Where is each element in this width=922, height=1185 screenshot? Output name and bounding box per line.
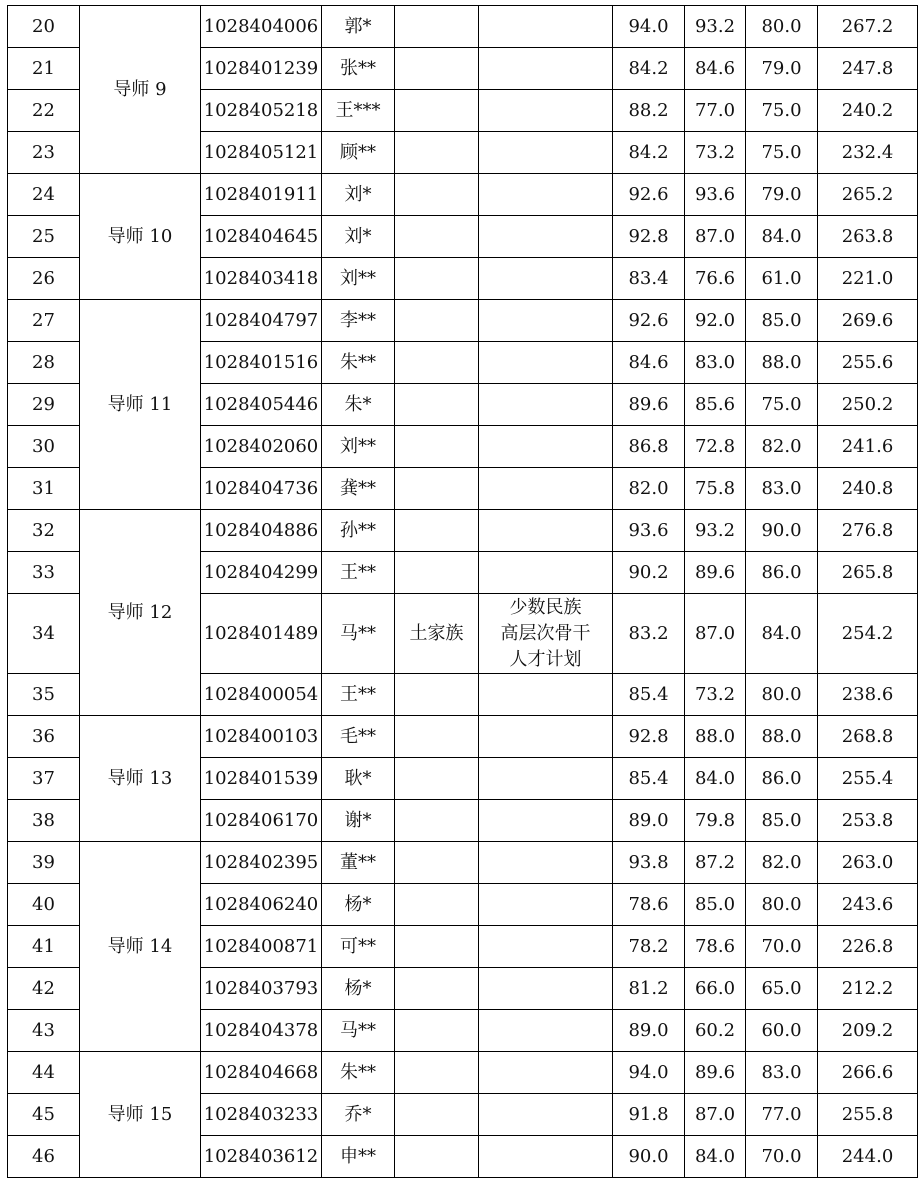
roster-body bbox=[8, 6, 918, 1178]
score-3: 85.0 bbox=[746, 300, 818, 342]
score-1: 92.6 bbox=[613, 174, 685, 216]
ethnicity bbox=[395, 1052, 479, 1094]
candidate-id: 1028404378 bbox=[201, 1010, 322, 1052]
row-number: 29 bbox=[8, 384, 80, 426]
total-score: 238.6 bbox=[818, 674, 918, 716]
total-score: 268.8 bbox=[818, 716, 918, 758]
score-2: 73.2 bbox=[685, 674, 746, 716]
special-program bbox=[479, 90, 613, 132]
row-number: 42 bbox=[8, 968, 80, 1010]
score-2: 87.2 bbox=[685, 842, 746, 884]
score-2: 73.2 bbox=[685, 132, 746, 174]
special-program bbox=[479, 258, 613, 300]
score-1: 84.6 bbox=[613, 342, 685, 384]
score-1: 83.2 bbox=[613, 594, 685, 674]
candidate-name: 孙** bbox=[322, 510, 395, 552]
score-3: 70.0 bbox=[746, 926, 818, 968]
score-2: 85.6 bbox=[685, 384, 746, 426]
score-1: 78.2 bbox=[613, 926, 685, 968]
score-2: 83.0 bbox=[685, 342, 746, 384]
ethnicity bbox=[395, 132, 479, 174]
row-number: 38 bbox=[8, 800, 80, 842]
special-program bbox=[479, 716, 613, 758]
candidate-name: 顾** bbox=[322, 132, 395, 174]
ethnicity bbox=[395, 384, 479, 426]
ethnicity bbox=[395, 1094, 479, 1136]
score-2: 84.0 bbox=[685, 758, 746, 800]
candidate-id: 1028405446 bbox=[201, 384, 322, 426]
total-score: 226.8 bbox=[818, 926, 918, 968]
special-program bbox=[479, 758, 613, 800]
candidate-id: 1028404886 bbox=[201, 510, 322, 552]
ethnicity bbox=[395, 674, 479, 716]
candidate-name: 申** bbox=[322, 1136, 395, 1178]
ethnicity bbox=[395, 510, 479, 552]
row-number: 30 bbox=[8, 426, 80, 468]
row-number: 39 bbox=[8, 842, 80, 884]
table-row bbox=[8, 510, 918, 552]
score-2: 93.2 bbox=[685, 6, 746, 48]
candidate-id: 1028402395 bbox=[201, 842, 322, 884]
row-number: 31 bbox=[8, 468, 80, 510]
score-1: 84.2 bbox=[613, 48, 685, 90]
table-row bbox=[8, 842, 918, 884]
score-1: 89.0 bbox=[613, 800, 685, 842]
score-1: 82.0 bbox=[613, 468, 685, 510]
ethnicity bbox=[395, 926, 479, 968]
total-score: 209.2 bbox=[818, 1010, 918, 1052]
score-1: 89.6 bbox=[613, 384, 685, 426]
score-3: 82.0 bbox=[746, 842, 818, 884]
row-number: 26 bbox=[8, 258, 80, 300]
total-score: 263.8 bbox=[818, 216, 918, 258]
candidate-name: 马** bbox=[322, 1010, 395, 1052]
ethnicity bbox=[395, 716, 479, 758]
score-3: 79.0 bbox=[746, 174, 818, 216]
ethnicity bbox=[395, 426, 479, 468]
admission-roster-table bbox=[7, 5, 918, 1178]
row-number: 32 bbox=[8, 510, 80, 552]
score-1: 84.2 bbox=[613, 132, 685, 174]
total-score: 232.4 bbox=[818, 132, 918, 174]
special-program bbox=[479, 132, 613, 174]
candidate-id: 1028401489 bbox=[201, 594, 322, 674]
candidate-name: 郭* bbox=[322, 6, 395, 48]
candidate-name: 谢* bbox=[322, 800, 395, 842]
score-3: 86.0 bbox=[746, 758, 818, 800]
score-1: 92.8 bbox=[613, 216, 685, 258]
special-program bbox=[479, 1010, 613, 1052]
total-score: 244.0 bbox=[818, 1136, 918, 1178]
row-number: 20 bbox=[8, 6, 80, 48]
advisor-name: 导师 13 bbox=[80, 716, 201, 842]
total-score: 254.2 bbox=[818, 594, 918, 674]
candidate-name: 朱** bbox=[322, 1052, 395, 1094]
special-program bbox=[479, 800, 613, 842]
candidate-name: 可** bbox=[322, 926, 395, 968]
score-1: 85.4 bbox=[613, 758, 685, 800]
score-3: 77.0 bbox=[746, 1094, 818, 1136]
special-program bbox=[479, 300, 613, 342]
score-1: 83.4 bbox=[613, 258, 685, 300]
ethnicity bbox=[395, 174, 479, 216]
row-number: 21 bbox=[8, 48, 80, 90]
candidate-id: 1028406240 bbox=[201, 884, 322, 926]
ethnicity bbox=[395, 216, 479, 258]
total-score: 267.2 bbox=[818, 6, 918, 48]
row-number: 22 bbox=[8, 90, 80, 132]
score-3: 83.0 bbox=[746, 1052, 818, 1094]
total-score: 250.2 bbox=[818, 384, 918, 426]
row-number: 45 bbox=[8, 1094, 80, 1136]
candidate-id: 1028401516 bbox=[201, 342, 322, 384]
special-program bbox=[479, 48, 613, 90]
special-program-line: 高层次骨干 bbox=[500, 622, 591, 644]
special-program bbox=[479, 842, 613, 884]
total-score: 240.8 bbox=[818, 468, 918, 510]
score-2: 92.0 bbox=[685, 300, 746, 342]
special-program bbox=[479, 216, 613, 258]
score-1: 94.0 bbox=[613, 6, 685, 48]
candidate-id: 1028400871 bbox=[201, 926, 322, 968]
special-program bbox=[479, 342, 613, 384]
candidate-name: 王** bbox=[322, 674, 395, 716]
candidate-name: 乔* bbox=[322, 1094, 395, 1136]
candidate-name: 刘** bbox=[322, 258, 395, 300]
ethnicity bbox=[395, 552, 479, 594]
total-score: 269.6 bbox=[818, 300, 918, 342]
ethnicity bbox=[395, 342, 479, 384]
score-3: 83.0 bbox=[746, 468, 818, 510]
special-program bbox=[479, 594, 613, 674]
candidate-id: 1028403612 bbox=[201, 1136, 322, 1178]
candidate-id: 1028403233 bbox=[201, 1094, 322, 1136]
row-number: 36 bbox=[8, 716, 80, 758]
score-3: 84.0 bbox=[746, 594, 818, 674]
table-row bbox=[8, 174, 918, 216]
candidate-name: 刘* bbox=[322, 216, 395, 258]
score-2: 66.0 bbox=[685, 968, 746, 1010]
candidate-id: 1028400054 bbox=[201, 674, 322, 716]
candidate-id: 1028405121 bbox=[201, 132, 322, 174]
score-1: 92.6 bbox=[613, 300, 685, 342]
candidate-name: 杨* bbox=[322, 968, 395, 1010]
score-3: 79.0 bbox=[746, 48, 818, 90]
candidate-id: 1028404668 bbox=[201, 1052, 322, 1094]
special-program bbox=[479, 1136, 613, 1178]
candidate-id: 1028406170 bbox=[201, 800, 322, 842]
row-number: 34 bbox=[8, 594, 80, 674]
total-score: 247.8 bbox=[818, 48, 918, 90]
ethnicity: 土家族 bbox=[395, 594, 479, 674]
score-3: 60.0 bbox=[746, 1010, 818, 1052]
total-score: 253.8 bbox=[818, 800, 918, 842]
special-program bbox=[479, 884, 613, 926]
row-number: 33 bbox=[8, 552, 80, 594]
score-1: 90.0 bbox=[613, 1136, 685, 1178]
special-program bbox=[479, 926, 613, 968]
row-number: 37 bbox=[8, 758, 80, 800]
ethnicity bbox=[395, 800, 479, 842]
ethnicity bbox=[395, 48, 479, 90]
candidate-name: 张** bbox=[322, 48, 395, 90]
ethnicity bbox=[395, 258, 479, 300]
row-number: 24 bbox=[8, 174, 80, 216]
table-row bbox=[8, 1052, 918, 1094]
total-score: 266.6 bbox=[818, 1052, 918, 1094]
score-2: 85.0 bbox=[685, 884, 746, 926]
table-row bbox=[8, 6, 918, 48]
score-1: 92.8 bbox=[613, 716, 685, 758]
advisor-name: 导师 11 bbox=[80, 300, 201, 510]
score-3: 80.0 bbox=[746, 884, 818, 926]
score-2: 84.6 bbox=[685, 48, 746, 90]
ethnicity bbox=[395, 842, 479, 884]
table-row bbox=[8, 300, 918, 342]
candidate-id: 1028401911 bbox=[201, 174, 322, 216]
score-1: 78.6 bbox=[613, 884, 685, 926]
score-1: 91.8 bbox=[613, 1094, 685, 1136]
score-2: 87.0 bbox=[685, 1094, 746, 1136]
score-3: 88.0 bbox=[746, 342, 818, 384]
ethnicity bbox=[395, 758, 479, 800]
advisor-name: 导师 10 bbox=[80, 174, 201, 300]
score-1: 89.0 bbox=[613, 1010, 685, 1052]
score-1: 81.2 bbox=[613, 968, 685, 1010]
total-score: 243.6 bbox=[818, 884, 918, 926]
score-3: 84.0 bbox=[746, 216, 818, 258]
score-3: 61.0 bbox=[746, 258, 818, 300]
score-1: 85.4 bbox=[613, 674, 685, 716]
candidate-id: 1028405218 bbox=[201, 90, 322, 132]
total-score: 255.4 bbox=[818, 758, 918, 800]
candidate-name: 马** bbox=[322, 594, 395, 674]
candidate-id: 1028401539 bbox=[201, 758, 322, 800]
special-program-line: 少数民族 bbox=[509, 596, 582, 618]
ethnicity bbox=[395, 1010, 479, 1052]
row-number: 28 bbox=[8, 342, 80, 384]
special-program bbox=[479, 174, 613, 216]
total-score: 276.8 bbox=[818, 510, 918, 552]
total-score: 221.0 bbox=[818, 258, 918, 300]
score-2: 87.0 bbox=[685, 216, 746, 258]
score-2: 79.8 bbox=[685, 800, 746, 842]
candidate-name: 杨* bbox=[322, 884, 395, 926]
score-3: 86.0 bbox=[746, 552, 818, 594]
row-number: 25 bbox=[8, 216, 80, 258]
row-number: 43 bbox=[8, 1010, 80, 1052]
score-3: 80.0 bbox=[746, 6, 818, 48]
row-number: 44 bbox=[8, 1052, 80, 1094]
candidate-name: 龚** bbox=[322, 468, 395, 510]
special-program bbox=[479, 510, 613, 552]
candidate-name: 朱** bbox=[322, 342, 395, 384]
score-2: 89.6 bbox=[685, 552, 746, 594]
score-2: 78.6 bbox=[685, 926, 746, 968]
total-score: 241.6 bbox=[818, 426, 918, 468]
score-2: 77.0 bbox=[685, 90, 746, 132]
score-3: 75.0 bbox=[746, 90, 818, 132]
special-program bbox=[479, 426, 613, 468]
score-3: 75.0 bbox=[746, 132, 818, 174]
candidate-id: 1028404645 bbox=[201, 216, 322, 258]
row-number: 40 bbox=[8, 884, 80, 926]
ethnicity bbox=[395, 968, 479, 1010]
candidate-id: 1028400103 bbox=[201, 716, 322, 758]
special-program bbox=[479, 968, 613, 1010]
special-program bbox=[479, 384, 613, 426]
advisor-name: 导师 14 bbox=[80, 842, 201, 1052]
ethnicity bbox=[395, 1136, 479, 1178]
candidate-id: 1028404736 bbox=[201, 468, 322, 510]
score-2: 76.6 bbox=[685, 258, 746, 300]
special-program bbox=[479, 1052, 613, 1094]
special-program bbox=[479, 6, 613, 48]
score-1: 88.2 bbox=[613, 90, 685, 132]
score-1: 93.8 bbox=[613, 842, 685, 884]
ethnicity bbox=[395, 884, 479, 926]
row-number: 46 bbox=[8, 1136, 80, 1178]
score-1: 93.6 bbox=[613, 510, 685, 552]
score-3: 80.0 bbox=[746, 674, 818, 716]
score-3: 70.0 bbox=[746, 1136, 818, 1178]
score-3: 85.0 bbox=[746, 800, 818, 842]
total-score: 255.6 bbox=[818, 342, 918, 384]
ethnicity bbox=[395, 90, 479, 132]
score-3: 88.0 bbox=[746, 716, 818, 758]
special-program bbox=[479, 1094, 613, 1136]
special-program-line: 人才计划 bbox=[509, 648, 582, 670]
score-2: 75.8 bbox=[685, 468, 746, 510]
candidate-id: 1028404299 bbox=[201, 552, 322, 594]
score-1: 90.2 bbox=[613, 552, 685, 594]
total-score: 265.2 bbox=[818, 174, 918, 216]
row-number: 41 bbox=[8, 926, 80, 968]
score-2: 89.6 bbox=[685, 1052, 746, 1094]
advisor-name: 导师 12 bbox=[80, 510, 201, 716]
score-3: 65.0 bbox=[746, 968, 818, 1010]
advisor-name: 导师 15 bbox=[80, 1052, 201, 1178]
total-score: 263.0 bbox=[818, 842, 918, 884]
score-2: 84.0 bbox=[685, 1136, 746, 1178]
candidate-name: 李** bbox=[322, 300, 395, 342]
candidate-id: 1028403793 bbox=[201, 968, 322, 1010]
ethnicity bbox=[395, 300, 479, 342]
row-number: 27 bbox=[8, 300, 80, 342]
score-1: 94.0 bbox=[613, 1052, 685, 1094]
candidate-name: 王** bbox=[322, 552, 395, 594]
ethnicity bbox=[395, 6, 479, 48]
candidate-id: 1028402060 bbox=[201, 426, 322, 468]
total-score: 212.2 bbox=[818, 968, 918, 1010]
total-score: 240.2 bbox=[818, 90, 918, 132]
candidate-name: 王*** bbox=[322, 90, 395, 132]
score-2: 93.6 bbox=[685, 174, 746, 216]
score-2: 60.2 bbox=[685, 1010, 746, 1052]
candidate-id: 1028401239 bbox=[201, 48, 322, 90]
total-score: 255.8 bbox=[818, 1094, 918, 1136]
ethnicity bbox=[395, 468, 479, 510]
candidate-id: 1028404006 bbox=[201, 6, 322, 48]
score-3: 75.0 bbox=[746, 384, 818, 426]
advisor-name: 导师 9 bbox=[80, 6, 201, 174]
score-2: 88.0 bbox=[685, 716, 746, 758]
candidate-name: 毛** bbox=[322, 716, 395, 758]
candidate-name: 董** bbox=[322, 842, 395, 884]
candidate-name: 朱* bbox=[322, 384, 395, 426]
candidate-name: 刘* bbox=[322, 174, 395, 216]
candidate-name: 刘** bbox=[322, 426, 395, 468]
score-2: 87.0 bbox=[685, 594, 746, 674]
score-2: 72.8 bbox=[685, 426, 746, 468]
score-3: 82.0 bbox=[746, 426, 818, 468]
special-program bbox=[479, 552, 613, 594]
special-program bbox=[479, 674, 613, 716]
score-1: 86.8 bbox=[613, 426, 685, 468]
special-program bbox=[479, 468, 613, 510]
candidate-name: 耿* bbox=[322, 758, 395, 800]
total-score: 265.8 bbox=[818, 552, 918, 594]
score-2: 93.2 bbox=[685, 510, 746, 552]
row-number: 23 bbox=[8, 132, 80, 174]
table-row bbox=[8, 716, 918, 758]
row-number: 35 bbox=[8, 674, 80, 716]
candidate-id: 1028403418 bbox=[201, 258, 322, 300]
candidate-id: 1028404797 bbox=[201, 300, 322, 342]
score-3: 90.0 bbox=[746, 510, 818, 552]
